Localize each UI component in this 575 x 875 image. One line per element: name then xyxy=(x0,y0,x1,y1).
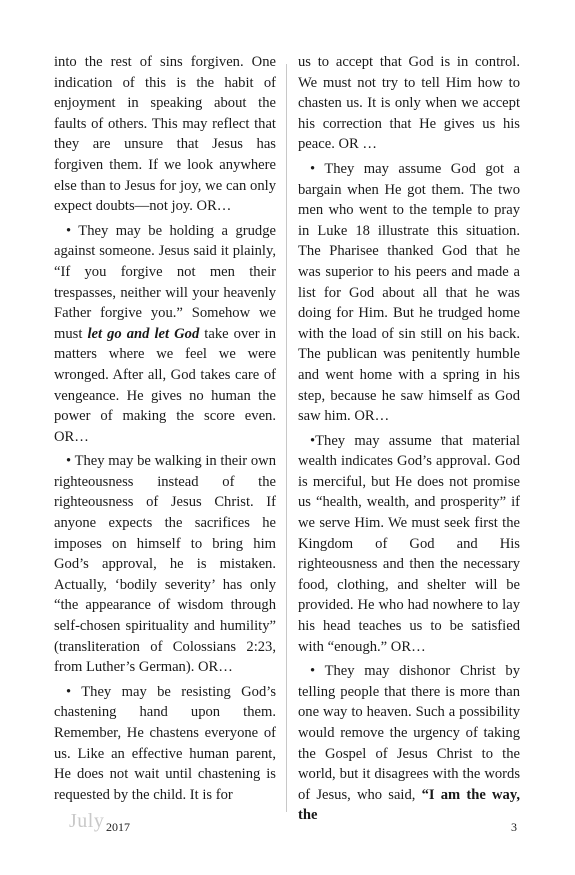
paragraph-text: • They may be walking in their own righteousness instead of the righteousness of Jesus Christ. If anyone expects the sacrifices he imposes on himself to bring him God’s approval, he is mistaken. Actually, ‘bodily severity’ has only “the appearance of wisdom through self-chosen spirituality and humility” (transliteration of Colossians 2:23, from Luther’s German). OR… xyxy=(54,453,276,676)
paragraph-text: • They may dishonor Christ by telling people that there is more than one way to heaven. Such a possibility would remove the urgency of taking the Gospel of Jesus Christ to the world, but it disagrees with the words of Jesus, who said, xyxy=(298,663,520,803)
bullet-paragraph xyxy=(54,451,276,678)
paragraph-text: • They may be resisting God’s chastening hand upon them. Remember, He chastens everyone of us. Like an effective human parent, He does not wait until chastening is requested by the child. It is for xyxy=(54,683,276,803)
column-divider xyxy=(286,64,287,812)
paragraph-text: • They may assume God got a bargain when He got them. The two men who went to the temple to pray in Luke 18 illustrate this situation. The Pharisee thanked God that he was superior to his peers and made a list for God about all that he was doing for Him. But he trudged home with the load of sin still on his back. The publican was penitently humble and went home with a spring in his step, because he saw himself as God saw him. OR… xyxy=(298,160,520,425)
footer-month: July xyxy=(69,810,105,832)
right-column xyxy=(298,52,520,826)
paragraph xyxy=(298,52,520,155)
left-column xyxy=(54,52,276,805)
emphasis-text: let go and let God xyxy=(87,325,200,342)
bullet-paragraph xyxy=(298,431,520,658)
bullet-paragraph xyxy=(298,159,520,427)
bold-quote-text: “I am the way, the xyxy=(298,786,520,824)
bullet-paragraph xyxy=(54,682,276,806)
paragraph-text: •They may assume that material wealth indicates God’s approval. God is merciful, but He does not promise us “health, wealth, and prosperity” if we serve Him. We must seek first the Kingdom of God and His righteousness and then the necessary food, clothing, and shelter will be provided. He who had nowhere to lay his head teaches us to be satisfied with “enough.” OR… xyxy=(298,432,520,655)
bullet-paragraph xyxy=(298,661,520,826)
page-number: 3 xyxy=(511,820,517,834)
footer-year: 2017 xyxy=(106,820,130,834)
paragraph-text: us to accept that God is in control. We must not try to tell Him how to chasten us. It is only when we accept his correction that He gives us his peace. OR … xyxy=(298,54,520,153)
bullet-paragraph xyxy=(54,221,276,448)
paragraph-text: • They may be holding a grudge against someone. Jesus said it plainly, “If you forgive not men their trespasses, neither will your heavenly Father forgive you.” Somehow we must xyxy=(54,222,276,342)
paragraph xyxy=(54,52,276,217)
paragraph-text: take over in matters where we feel we were wronged. After all, God takes care of vengeance. He gives no human the power of making the score even. OR… xyxy=(54,325,276,445)
paragraph-text: into the rest of sins forgiven. One indication of this is the habit of enjoyment in speaking about the faults of others. This may reflect that they are unsure that Jesus has forgiven them. If we look anywhere else than to Jesus for joy, we can only expect doubts—not joy. OR… xyxy=(54,54,276,215)
